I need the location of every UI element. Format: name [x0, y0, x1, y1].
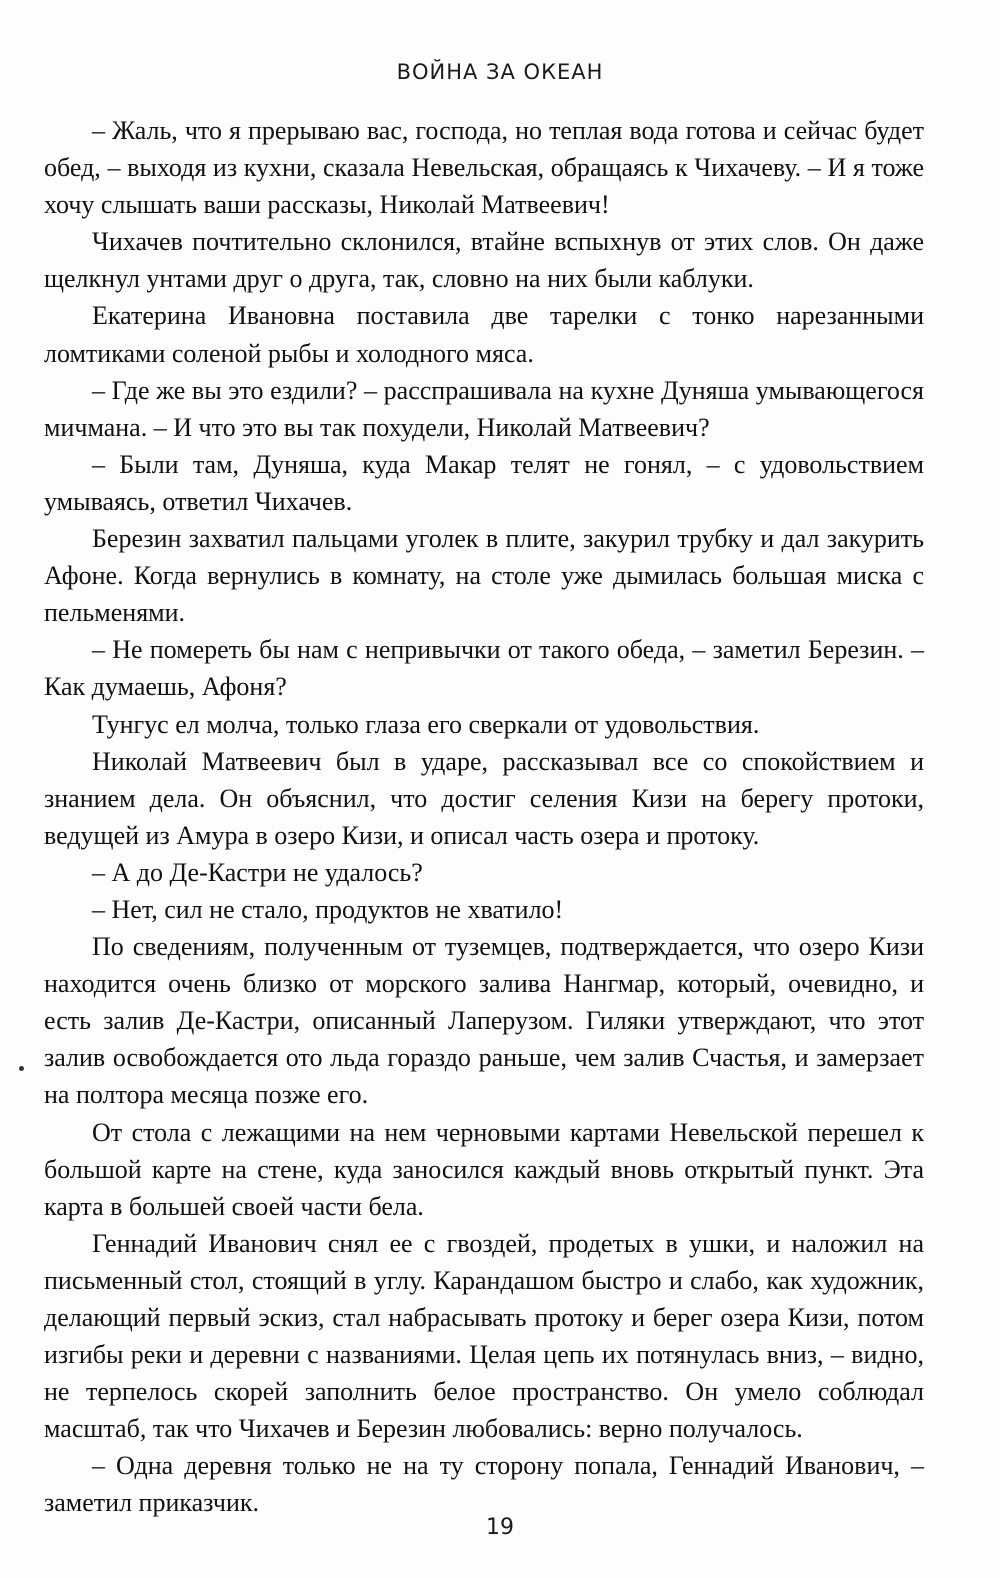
margin-mark [19, 1066, 24, 1071]
paragraph: – Жаль, что я прерываю вас, господа, но теплая вода готова и сейчас будет обед, – выходя из кухни, сказала Невельская, обращаясь к Чихачеву. – И я тоже хочу слышать ваши рассказы, Николай Матвеевич! [44, 116, 924, 220]
paragraph: Геннадий Иванович снял ее с гвоздей, продетых в ушки, и наложил на письменный стол, стоящий в углу. Карандашом быстро и слабо, как художник, делающий первый эскиз, стал набрасывать протоку и берег озера Кизи, потом изгибы реки и деревни с названиями. Целая цепь их потянулась вниз, – видно, не терпелось скорей заполнить белое пространство. Он умело соблюдал масштаб, так что Чихачев и Березин любовались: верно получалось. [44, 1228, 924, 1444]
paragraph: Березин захватил пальцами уголек в плите, закурил трубку и дал закурить Афоне. Когда вернулись в комнату, на столе уже дымилась большая миска с пельменями. [44, 524, 924, 628]
paragraph: – Не помереть бы нам с непривычки от такого обеда, – заметил Березин. – Как думаешь, Афоня? [44, 635, 924, 702]
running-head: ВОЙНА ЗА ОКЕАН [396, 60, 604, 84]
paragraph: Чихачев почтительно склонился, втайне вспыхнув от этих слов. Он даже щелкнул унтами друг о друга, так, словно на них были каблуки. [44, 227, 924, 294]
paragraph: От стола с лежащими на нем черновыми картами Невельской перешел к большой карте на стене, куда заносился каждый вновь открытый пункт. Эта карта в большей своей части бела. [44, 1117, 924, 1221]
paragraph: – Нет, сил не стало, продуктов не хватило! [92, 894, 564, 924]
page-number: 19 [486, 1515, 514, 1540]
paragraph: Тунгус ел молча, только глаза его сверкали от удовольствия. [92, 709, 760, 739]
paragraph: Екатерина Ивановна поставила две тарелки с тонко нарезанными ломтиками соленой рыбы и холодного мяса. [44, 301, 924, 368]
paragraph: – Были там, Дуняша, куда Макар телят не гонял, – с удовольствием умываясь, ответил Чихачев. [44, 449, 924, 516]
paragraph: – Одна деревня только не на ту сторону попала, Геннадий Иванович, – заметил приказчик. [44, 1451, 924, 1518]
paragraph: Николай Матвеевич был в ударе, рассказывал все со спокойствием и знанием дела. Он объяснил, что достиг селения Кизи на берегу протоки, ведущей из Амура в озеро Кизи, и описал часть озера и протоку. [44, 746, 924, 850]
paragraph: По сведениям, полученным от туземцев, подтверждается, что озеро Кизи находится очень близко от морского залива Нангмар, который, очевидно, и есть залив Де-Кастри, описанный Лаперузом. Гиляки утверждают, что этот залив освобождается ото льда гораздо раньше, чем залив Счастья, и замерзает на полтора месяца позже его. [44, 932, 924, 1110]
body-text [44, 112, 924, 1522]
paragraph: – Где же вы это ездили? – расспрашивала на кухне Дуняша умывающегося мичмана. – И что это вы так похудели, Николай Матвеевич? [44, 375, 924, 442]
paragraph: – А до Де-Кастри не удалось? [92, 857, 423, 887]
